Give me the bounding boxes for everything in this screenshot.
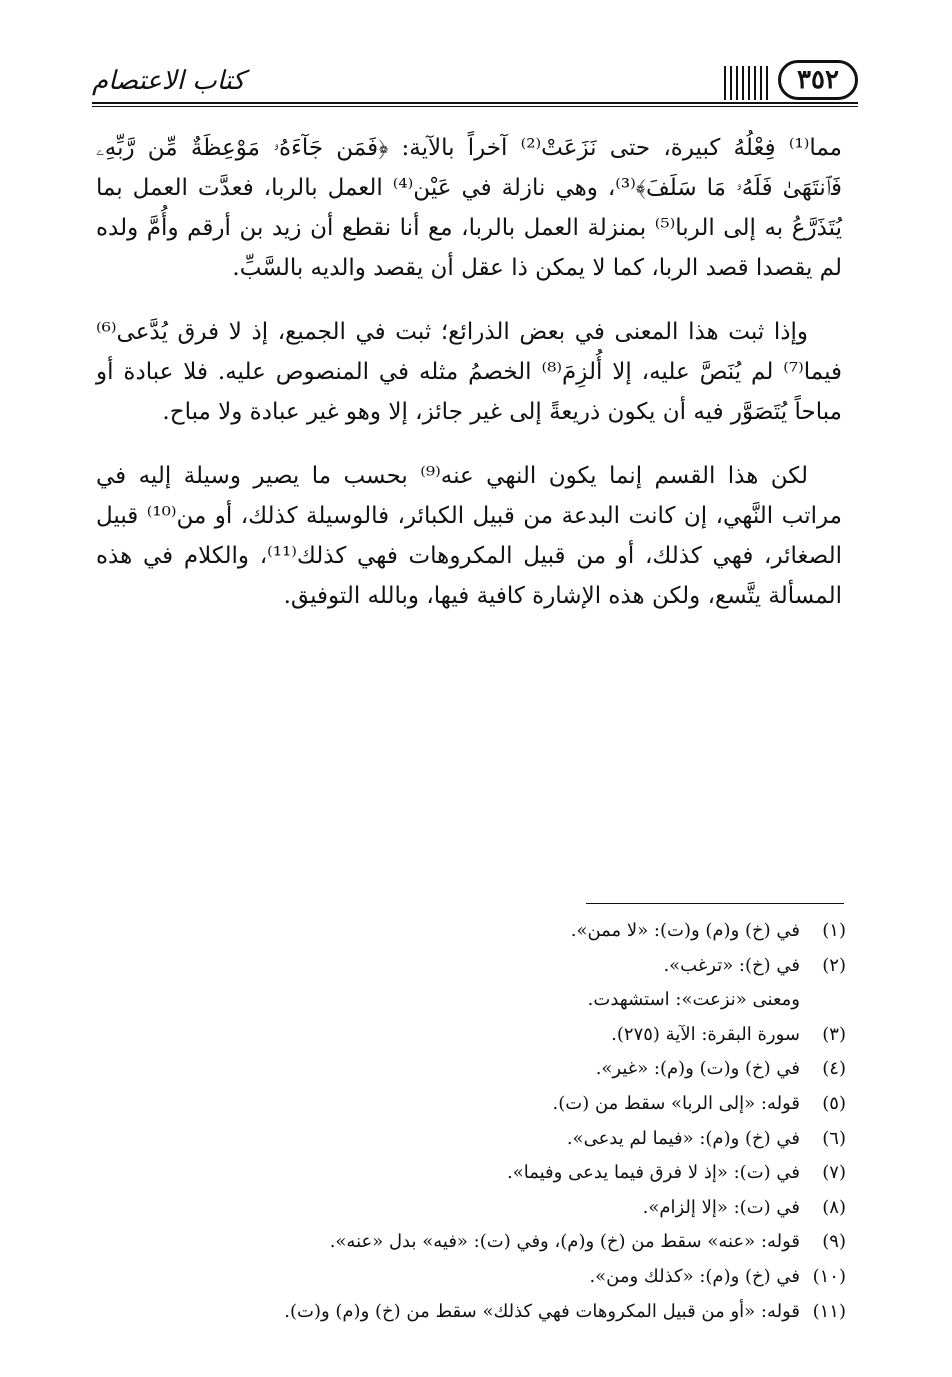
- footnote-separator: [586, 903, 844, 904]
- header-rule: [92, 102, 858, 104]
- footnote-text: في (ت): «إلا إلزام».: [642, 1196, 800, 1218]
- footnote: [96, 1191, 846, 1226]
- footnote-text: قوله: «عنه» سقط من (خ) و(م)، وفي (ت): «فيه» بدل «عنه».: [329, 1231, 800, 1253]
- footnote: [96, 1295, 846, 1330]
- footnote: [96, 1122, 846, 1157]
- footnote-text: قوله: «أو من قبيل المكروهات فهي كذلك» سقط من (خ) و(م) و(ت).: [284, 1300, 800, 1322]
- footnote-number: (٨): [822, 1196, 846, 1218]
- footnote-number: (٧): [822, 1162, 846, 1184]
- footnote-number: (٦): [822, 1127, 846, 1149]
- footnote-text: في (خ) و(ت) و(م): «غير».: [595, 1058, 800, 1080]
- footnote-number: (٩): [822, 1231, 846, 1253]
- footnote-text: سورة البقرة: الآية (٢٧٥).: [611, 1023, 800, 1045]
- footnote: [96, 1156, 846, 1191]
- book-title: كتاب الاعتصام: [92, 66, 245, 96]
- paragraph: وإذا ثبت هذا المعنى في بعض الذرائع؛ ثبت في الجميع، إذ لا فرق يُدَّعى⁽⁶⁾ فيما⁽⁷⁾ لم يُنَصَّ عليه، إلا أُلزِمَ⁽⁸⁾ الخصمُ مثله في المنصوص عليه. فلا عبادة أو مباحاً يُتَصَوَّر فيه أن يكون ذريعةً إلى غير جائز، إلا وهو غير عبادة ولا مباح.: [96, 319, 843, 425]
- footnote-text: في (خ) و(م): «فيما لم يدعى».: [566, 1127, 800, 1149]
- footnote: [96, 949, 846, 984]
- paragraph: مما⁽¹⁾ فِعْلُهُ كبيرة، حتى نَزَعَتْ⁽²⁾ آخراً بالآية: ﴿فَمَن جَآءَهُۥ مَوْعِظَةٌ مِّن رَّبِّهِۦ فَٱنتَهَىٰ فَلَهُۥ مَا سَلَفَ﴾⁽³⁾، وهي نازلة في عَيْن⁽⁴⁾ العمل بالربا، فعدَّت العمل بما يُتَذَرَّعُ به إلى الربا⁽⁵⁾ بمنزلة العمل بالربا، مع أنا نقطع أن زيد بن أرقم وأُمَّ ولده لم يقصدا قصد الربا، كما لا يمكن ذا عقل أن يقصد والديه بالسَّبِّ.: [96, 135, 842, 281]
- footnote-number: (١٠): [812, 1265, 846, 1287]
- footnote: [96, 1052, 846, 1087]
- footnote: [96, 1087, 846, 1122]
- footnote-continuation: [96, 983, 846, 1018]
- footnote: [96, 1018, 846, 1053]
- footnotes: [96, 914, 846, 1329]
- page-header: [92, 58, 858, 108]
- footnote-number: (٣): [822, 1023, 846, 1045]
- footnote-text: في (خ) و(م) و(ت): «لا ممن».: [570, 920, 800, 941]
- footnote-text: في (خ) و(م): «كذلك ومن».: [589, 1265, 800, 1287]
- footnote-number: (٤): [822, 1058, 846, 1080]
- footnote-text: في (ت): «إذ لا فرق فيما يدعى وفيما».: [507, 1162, 800, 1184]
- page-number: ٣٥٢: [778, 60, 858, 100]
- paragraph: لكن هذا القسم إنما يكون النهي عنه⁽⁹⁾ بحسب ما يصير وسيلة إليه في مراتب النَّهي، إن كانت البدعة من قبيل الكبائر، فالوسيلة كذلك، أو من⁽¹⁰⁾ قبيل الصغائر، فهي كذلك، أو من قبيل المكروهات فهي كذلك⁽¹¹⁾، والكلام في هذه المسألة يتَّسع، ولكن هذه الإشارة كافية فيها، وبالله التوفيق.: [96, 463, 842, 609]
- footnote-number: (٥): [822, 1092, 846, 1114]
- decorative-bars: [724, 66, 772, 100]
- footnote: [96, 1260, 846, 1295]
- footnote: [96, 1225, 846, 1260]
- footnote: [96, 914, 846, 949]
- footnote-text: ومعنى «نزعت»: استشهدت.: [587, 989, 800, 1011]
- footnote-number: (١): [822, 920, 846, 941]
- footnote-text: قوله: «إلى الربا» سقط من (ت).: [552, 1092, 800, 1114]
- footnote-number: (١١): [812, 1300, 846, 1322]
- header-rule-thin: [92, 106, 858, 107]
- footnote-number: (٢): [822, 954, 846, 976]
- main-text: [96, 128, 842, 640]
- footnote-text: في (خ): «ترغب».: [663, 954, 800, 976]
